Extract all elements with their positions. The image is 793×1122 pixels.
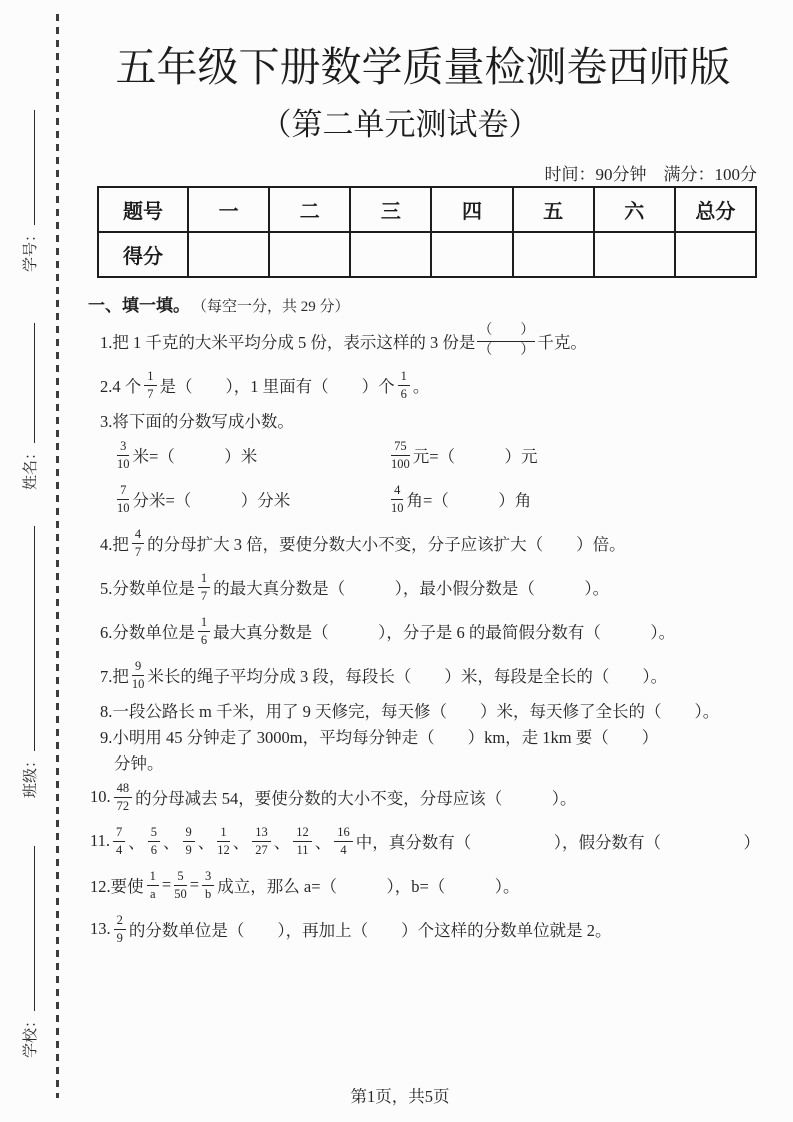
question-text: 4.把 [100, 535, 129, 554]
fraction [183, 825, 195, 857]
question-text: 。 [412, 377, 430, 396]
blank-fraction-denominator: （ ） [478, 342, 535, 358]
fraction [114, 913, 126, 945]
question-line [114, 749, 764, 775]
fraction-denominator: 9 [116, 930, 123, 945]
fraction-numerator: 3 [202, 869, 214, 885]
page-footer: 第1页，共5页 [350, 1087, 450, 1106]
fraction-denominator: 100 [391, 456, 410, 471]
score-input-cell [513, 232, 594, 277]
school-field [20, 846, 42, 1058]
question-text: 7.把 [100, 667, 129, 686]
fraction-numerator: 1 [147, 869, 159, 885]
margin-field-label: 学号： [23, 226, 39, 272]
fraction-denominator: 6 [150, 842, 158, 857]
fraction [202, 869, 214, 901]
score-table-header-cell: 二 [269, 187, 350, 232]
fraction-denominator: 11 [296, 842, 309, 857]
fraction [391, 439, 410, 471]
question-line [100, 609, 764, 653]
fraction-denominator: 27 [255, 842, 268, 857]
fraction-numerator: 9 [132, 659, 144, 675]
fraction [198, 571, 210, 603]
fraction-denominator: 10 [117, 456, 130, 471]
exam-time-score-meta: 时间：90分钟 满分：100分 [544, 165, 757, 184]
question-sub-item [388, 483, 531, 515]
fraction [174, 869, 187, 901]
fraction-numerator: 13 [252, 825, 271, 841]
fraction-denominator: 12 [217, 842, 230, 857]
question-sub-item [114, 439, 388, 471]
fraction [217, 825, 230, 857]
question-line [100, 723, 764, 749]
question-text: 千克。 [537, 333, 587, 352]
fraction [132, 527, 144, 559]
name-field [20, 323, 42, 490]
fraction-denominator: 9 [185, 842, 192, 857]
question-text: 中，真分数有（ ），假分数有（ ） [355, 833, 761, 852]
fraction [252, 825, 271, 857]
score-table [97, 186, 757, 278]
question-text: 8.一段公路长 m 千米，用了 9 天修完，每天修（ ）米，每天修了全长的（ ）。 [100, 702, 720, 721]
blank-fraction-numerator: （ ） [477, 323, 535, 342]
question-text: 、 [314, 833, 332, 852]
margin-field-blank-line [33, 846, 35, 1011]
fraction [391, 483, 404, 515]
fraction-numerator: 1 [144, 369, 156, 385]
fraction-numerator: 16 [334, 825, 353, 841]
score-input-cell [594, 232, 675, 277]
score-input-cell [675, 232, 756, 277]
question-text: 成立，那么 a=（ ），b=（ ）。 [217, 877, 520, 896]
fraction-denominator: 72 [116, 798, 130, 813]
fraction-numerator: 2 [114, 913, 126, 929]
question-text: 的分数单位是（ ），再加上（ ）个这样的分数单位就是 2。 [128, 921, 612, 940]
question-text: 12.要使 [90, 877, 144, 896]
fraction-numerator: 5 [174, 869, 186, 885]
score-table-header-cell: 题号 [98, 187, 188, 232]
question-line [100, 697, 764, 723]
score-table-header-cell: 一 [188, 187, 269, 232]
score-input-cell [350, 232, 431, 277]
question-line [100, 565, 764, 609]
fraction-numerator: 9 [183, 825, 195, 841]
score-table-header-cell: 三 [350, 187, 431, 232]
margin-field-label: 姓名： [23, 444, 39, 490]
question-sub-item [388, 439, 538, 471]
score-row-label: 得分 [98, 232, 188, 277]
questions-area [88, 291, 764, 951]
fraction-numerator: 5 [148, 825, 160, 841]
question-line [90, 863, 764, 907]
section-heading [88, 291, 764, 319]
page-title: 五年级下册数学质量检测卷西师版 [115, 44, 731, 90]
question-text: 米长的绳子平均分成 3 段，每段长（ ）米，每段是全长的（ ）。 [147, 667, 668, 686]
question-text: 9.小明用 45 分钟走了 3000m，平均每分钟走（ ）km，走 1km 要（ ） [100, 728, 659, 747]
fraction [334, 825, 353, 857]
question-line [90, 907, 764, 951]
fraction-denominator: 6 [400, 386, 407, 401]
fraction-numerator: 75 [391, 439, 410, 455]
question-text: 分米=（ ）分米 [132, 491, 291, 510]
question-text: 10. [90, 787, 111, 806]
question-line [114, 477, 764, 521]
question-text: 的分母减去 54，要使分数的大小不变，分母应该（ ）。 [135, 789, 577, 808]
fraction [148, 825, 160, 857]
question-text: 、 [197, 833, 215, 852]
fraction [147, 869, 159, 901]
fraction-denominator: 4 [116, 842, 123, 857]
fraction [117, 483, 130, 515]
fraction-numerator: 7 [117, 483, 129, 499]
question-line [100, 363, 764, 407]
question-text: 、 [273, 833, 291, 852]
question-text: = [189, 875, 199, 894]
fraction-denominator: 10 [131, 676, 145, 691]
fraction [398, 369, 410, 401]
fraction-denominator: 10 [391, 500, 404, 515]
question-text: 5.分数单位是 [100, 579, 195, 598]
question-text: 的最大真分数是（ ），最小假分数是（ ）。 [213, 579, 610, 598]
question-text: 、 [163, 833, 180, 852]
fraction [144, 369, 156, 401]
fraction-denominator: 7 [134, 544, 142, 559]
fraction-numerator: 12 [293, 825, 312, 841]
fraction-denominator: 7 [147, 386, 154, 401]
margin-field-blank-line [33, 323, 35, 443]
margin-field-blank-line [33, 110, 35, 225]
score-input-cell [431, 232, 512, 277]
fraction-numerator: 48 [114, 781, 133, 797]
fraction-numerator: 7 [113, 825, 125, 841]
question-text: 分钟。 [114, 754, 164, 773]
blank-fraction [477, 323, 535, 360]
fraction-denominator: 10 [117, 500, 130, 515]
question-text: 3.将下面的分数写成小数。 [100, 412, 294, 431]
fraction-numerator: 4 [391, 483, 403, 499]
fraction-denominator: 7 [200, 588, 208, 603]
question-text: 13. [90, 919, 111, 938]
fraction [113, 825, 125, 857]
fraction-numerator: 1 [217, 825, 229, 841]
score-table-header-cell: 四 [431, 187, 512, 232]
question-text: 1.把 1 千克的大米平均分成 5 份，表示这样的 3 份是 [100, 333, 476, 352]
fraction-numerator: 1 [198, 615, 210, 631]
section-heading-note: （每空一分，共 29 分） [192, 299, 350, 315]
fraction-numerator: 4 [132, 527, 144, 543]
question-line [100, 407, 764, 433]
section-heading-title: 一、填一填。 [88, 296, 190, 315]
fraction [114, 781, 133, 813]
question-text: 的分母扩大 3 倍，要使分数大小不变，分子应该扩大（ ）倍。 [147, 535, 626, 554]
question-text: 6.分数单位是 [100, 623, 195, 642]
fraction [117, 439, 130, 471]
question-sub-item [114, 483, 388, 515]
fraction-numerator: 3 [117, 439, 129, 455]
fraction [198, 615, 210, 647]
student-id-field [20, 110, 42, 272]
question-text: 是（ ），1 里面有（ ）个 [159, 377, 395, 396]
question-line [90, 819, 764, 863]
question-text: 最大真分数是（ ），分子是 6 的最简假分数有（ ）。 [213, 623, 676, 642]
fraction-denominator: 6 [200, 632, 208, 647]
question-line [100, 319, 764, 363]
question-text: 、 [128, 833, 145, 852]
question-line [90, 775, 764, 819]
question-line [100, 653, 764, 697]
fraction [293, 825, 312, 857]
question-text: 角=（ ）角 [406, 491, 532, 510]
fraction-denominator: b [205, 886, 212, 901]
fraction-numerator: 1 [398, 369, 410, 385]
question-text: 、 [232, 833, 250, 852]
question-line [114, 433, 764, 477]
question-text: 11. [90, 831, 111, 850]
question-text: 元=（ ）元 [412, 447, 538, 466]
score-table-header-cell: 五 [513, 187, 594, 232]
fraction-denominator: 4 [340, 842, 347, 857]
fraction-denominator: 50 [174, 886, 187, 901]
question-text: = [161, 875, 172, 894]
fraction-denominator: a [149, 886, 156, 901]
page-subtitle: （第二单元测试卷） [260, 107, 540, 142]
score-input-cell [188, 232, 269, 277]
score-input-cell [269, 232, 350, 277]
margin-field-label: 班级： [23, 752, 39, 798]
fraction-numerator: 1 [198, 571, 210, 587]
margin-field-blank-line [33, 526, 35, 751]
question-text: 2.4 个 [100, 377, 142, 396]
margin-divider-dashed-line [56, 14, 59, 1098]
question-line [100, 521, 764, 565]
class-field [20, 526, 42, 798]
question-text: 米=（ ）米 [132, 447, 258, 466]
score-table-header-cell: 总分 [675, 187, 756, 232]
fraction [132, 659, 145, 691]
margin-field-label: 学校： [23, 1012, 39, 1058]
score-table-header-cell: 六 [594, 187, 675, 232]
question-list [88, 319, 764, 951]
